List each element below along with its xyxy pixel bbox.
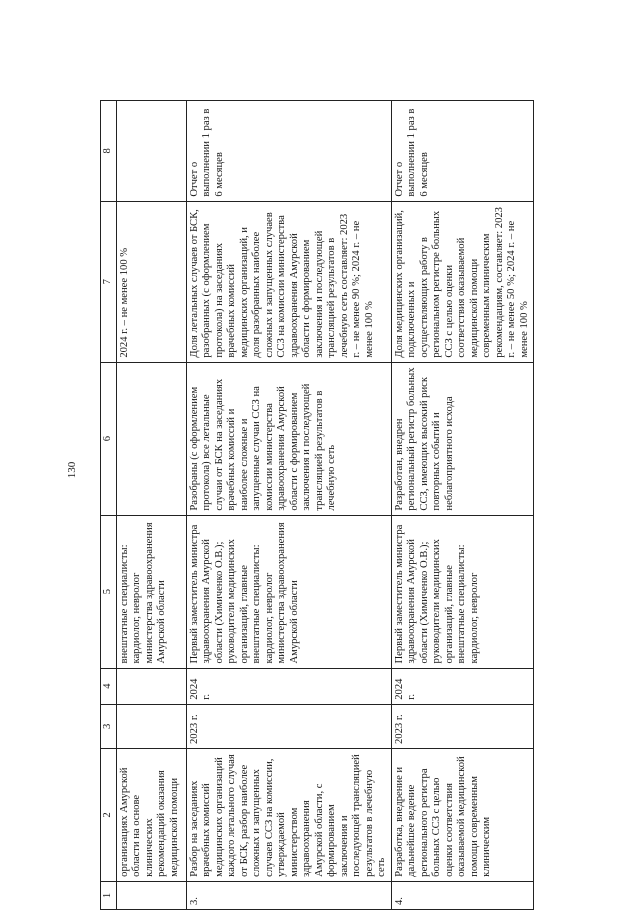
result-cell [116, 362, 186, 515]
row-number [116, 881, 186, 909]
indicator-cell: Доля медицинских организаций, подключенных и осуществляющих работу в региональном регистре больных ССЗ с целью оценки соответствия оказываемой медицинской помощи современным клиническим рекомендациям, составляет: 2023 г. – не менее 50 %; 2024 г. – не менее 100 % [391, 201, 534, 362]
event-cell: Разработка, внедрение и дальнейшее ведение регионального регистра больных ССЗ с целью оценки соответствия оказываемой медицинской помощи современным клиническим [391, 749, 534, 882]
start-cell: 2023 г. [391, 704, 534, 748]
row-number: 3. [186, 881, 391, 909]
control-cell: Отчет о выполнении 1 раз в 6 месяцев [391, 101, 534, 202]
header-cell: 5 [101, 515, 117, 668]
table-row [391, 101, 534, 910]
header-cell: 6 [101, 362, 117, 515]
row-number: 4. [391, 881, 534, 909]
responsible-cell: Первый заместитель министра здравоохранения Амурской области (Химиченко О.В.); руководители медицинских организаций, главные внештатные специалисты: кардиолог, невролог [391, 515, 534, 668]
control-cell [116, 101, 186, 202]
end-cell [116, 668, 186, 704]
start-cell [116, 704, 186, 748]
header-row [101, 101, 117, 910]
header-cell: 8 [101, 101, 117, 202]
responsible-cell: внештатные специалисты: кардиолог, невролог министерства здравоохранения Амурской области [116, 515, 186, 668]
table-row [186, 101, 391, 910]
end-cell: 2024 г. [186, 668, 391, 704]
rotated-table-container [100, 100, 530, 910]
indicator-cell: Доля летальных случаев от БСК, разобранных (с оформлением протокола) на заседаниях врачебных комиссий медицинских организаций, и доля разобранных наиболее сложных и запущенных случаев ССЗ на комиссии министерства здравоохранения Амурской области с формированием заключения и последующей трансляцией результатов в лечебную сеть составляет: 2023 г. – не менее 90 %; 2024 г. – не менее 100 % [186, 201, 391, 362]
end-cell: 2024 г. [391, 668, 534, 704]
event-cell: Разбор на заседаниях врачебных комиссий медицинских организаций каждого летального случая от БСК, разбор наиболее сложных и запущенных случаев ССЗ на комиссии, утверждаемой министерством здравоохранения Амурской области, с формированием заключения и последующей трансляцией результатов в лечебную сеть [186, 749, 391, 882]
plan-table [100, 100, 534, 910]
table-row [116, 101, 186, 910]
event-cell: организациях Амурской области на основе клинических рекомендаций оказания медицинской помощи [116, 749, 186, 882]
start-cell: 2023 г. [186, 704, 391, 748]
header-cell: 7 [101, 201, 117, 362]
header-cell: 1 [101, 881, 117, 909]
result-cell: Разобраны (с оформлением протокола) все летальные случаи от БСК на заседаниях врачебных комиссий и наиболее сложные и запущенные случаи ССЗ на комиссии министерства здравоохранения Амурской области с формированием заключения и последующей трансляцией результатов в лечебную сеть [186, 362, 391, 515]
indicator-cell: 2024 г. – не менее 100 % [116, 201, 186, 362]
table-rotation [100, 100, 530, 910]
result-cell: Разработан, внедрен региональный регистр больных ССЗ, имеющих высокий риск повторных событий и неблагоприятного исхода [391, 362, 534, 515]
header-cell: 3 [101, 704, 117, 748]
header-cell: 4 [101, 668, 117, 704]
control-cell: Отчет о выполнении 1 раз в 6 месяцев [186, 101, 391, 202]
page-number: 130 [66, 461, 78, 479]
responsible-cell: Первый заместитель министра здравоохранения Амурской области (Химиченко О.В.); руководители медицинских организаций, главные внештатные специалисты: кардиолог, невролог министерства здравоохранения Амурской области [186, 515, 391, 668]
header-cell: 2 [101, 749, 117, 882]
